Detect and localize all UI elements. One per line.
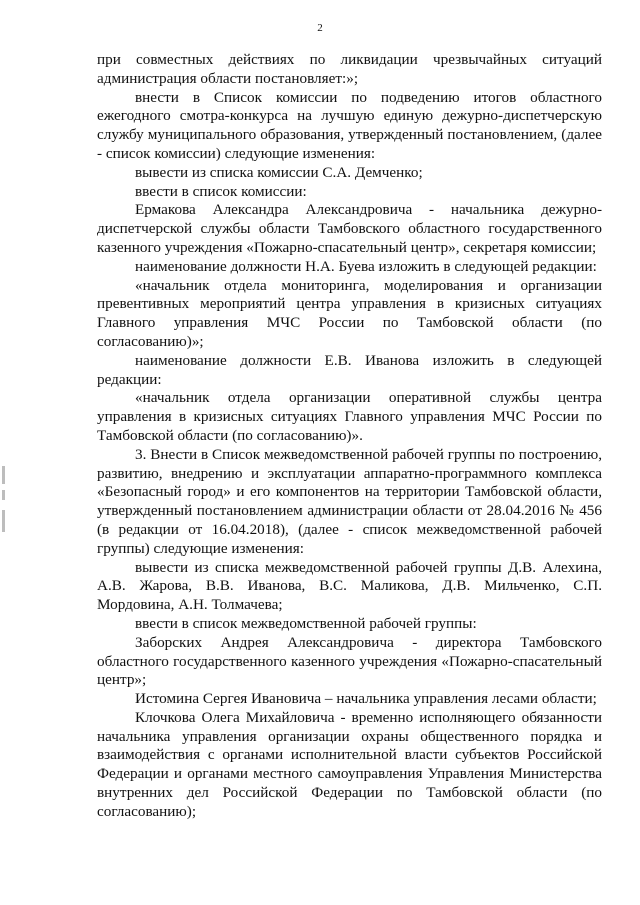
scan-margin-mark (2, 490, 5, 500)
paragraph: Заборских Андрея Александровича - директора Тамбовского областного государственного казенного учреждения «Пожарно-спасательный центр»; (97, 633, 602, 689)
document-body (97, 51, 602, 822)
paragraph: 3. Внести в Список межведомственной рабочей группы по построению, развитию, внедрению и эксплуатации аппаратно-программного комплекса «Безопасный город» и его компонентов на территории Тамбовской области, утвержденный постановлением администрации области от 28.04.2016 № 456 (в редакции от 16.04.2018), (далее - список межведомственной рабочей группы) следующие изменения: (97, 445, 602, 557)
paragraph: Истомина Сергея Ивановича – начальника управления лесами области; (135, 690, 597, 708)
paragraph: ввести в список межведомственной рабочей группы: (135, 614, 477, 632)
paragraph: вывести из списка межведомственной рабочей группы Д.В. Алехина, А.В. Жарова, В.В. Иванова, В.С. Маликова, Д.В. Мильченко, С.П. Мордовина, А.Н. Толмачева; (97, 558, 602, 614)
paragraph: ввести в список комиссии: (135, 182, 307, 200)
scan-margin-mark (2, 510, 5, 532)
paragraph: «начальник отдела организации оперативной службы центра управления в кризисных ситуациях Главного управления МЧС России по Тамбовской области (по согласованию)». (97, 389, 602, 444)
paragraph: наименование должности Е.В. Иванова изложить в следующей редакции: (97, 351, 602, 388)
page-number: 2 (317, 22, 323, 34)
paragraph: внести в Список комиссии по подведению итогов областного ежегодного смотра-конкурса на лучшую единую дежурно-диспетчерскую службу муниципального образования, утвержденный постановлением, (далее - список комиссии) следующие изменения: (97, 88, 602, 162)
paragraph: Клочкова Олега Михайловича - временно исполняющего обязанности начальника управления организации охраны общественного порядка и взаимодействия с органами исполнительной власти субъектов Российской Федерации и органами местного самоуправления Управления Министерства внутренних дел Российской Федерации по Тамбовской области (по согласованию); (97, 708, 602, 820)
scan-margin-mark (2, 466, 5, 484)
paragraph: наименование должности Н.А. Буева изложить в следующей редакции: (135, 257, 597, 275)
paragraph: Ермакова Александра Александровича - начальника дежурно-диспетчерской службы области Тамбовского областного государственного казенного учреждения «Пожарно-спасательный центр», секретаря комиссии; (97, 201, 602, 256)
paragraph: при совместных действиях по ликвидации чрезвычайных ситуаций администрация области постановляет:»; (97, 51, 602, 87)
paragraph: «начальник отдела мониторинга, моделирования и организации превентивных мероприятий центра управления в кризисных ситуациях Главного управления МЧС России по Тамбовской области (по согласованию)»; (97, 276, 602, 350)
paragraph: вывести из списка комиссии С.А. Демченко; (135, 163, 423, 181)
